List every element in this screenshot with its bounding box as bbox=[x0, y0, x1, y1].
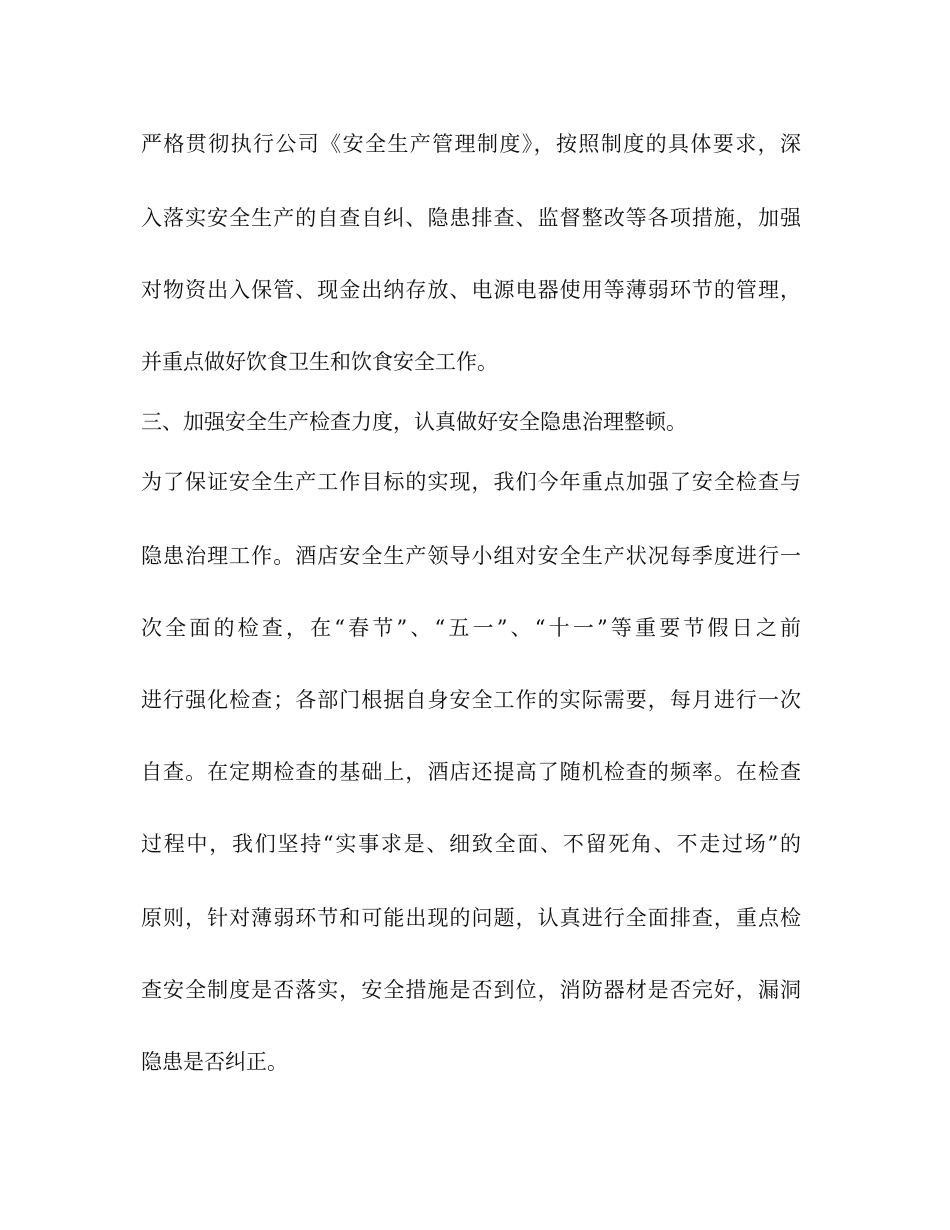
paragraph-line-3: 对物资出入保管、现金出纳存放、电源电器使用等薄弱环节的管理， bbox=[141, 278, 801, 302]
paragraph-line-5: 为了保证安全生产工作目标的实现，我们今年重点加强了安全检查与 bbox=[141, 470, 801, 494]
paragraph-line-11: 原则，针对薄弱环节和可能出现的问题，认真进行全面排查，重点检 bbox=[141, 906, 801, 930]
paragraph-line-8: 进行强化检查；各部门根据自身安全工作的实际需要，每月进行一次 bbox=[141, 688, 801, 712]
paragraph-line-12: 查安全制度是否落实，安全措施是否到位，消防器材是否完好，漏洞 bbox=[141, 978, 801, 1002]
paragraph-line-9: 自查。在定期检查的基础上，酒店还提高了随机检查的频率。在检查 bbox=[141, 760, 801, 784]
paragraph-line-10: 过程中，我们坚持“实事求是、细致全面、不留死角、不走过场”的 bbox=[141, 832, 801, 856]
paragraph-line-4: 并重点做好饮食卫生和饮食安全工作。 bbox=[141, 350, 498, 374]
paragraph-line-6: 隐患治理工作。酒店安全生产领导小组对安全生产状况每季度进行一 bbox=[141, 544, 801, 568]
paragraph-line-1: 严格贯彻执行公司《安全生产管理制度》，按照制度的具体要求，深 bbox=[141, 132, 801, 156]
section-heading: 三、加强安全生产检查力度，认真做好安全隐患治理整顿。 bbox=[141, 410, 687, 434]
paragraph-line-7: 次全面的检查，在“春节”、“五一”、“十一”等重要节假日之前 bbox=[141, 616, 801, 640]
paragraph-line-2: 入落实安全生产的自查自纠、隐患排查、监督整改等各项措施，加强 bbox=[141, 206, 801, 230]
paragraph-line-13: 隐患是否纠正。 bbox=[141, 1050, 288, 1074]
